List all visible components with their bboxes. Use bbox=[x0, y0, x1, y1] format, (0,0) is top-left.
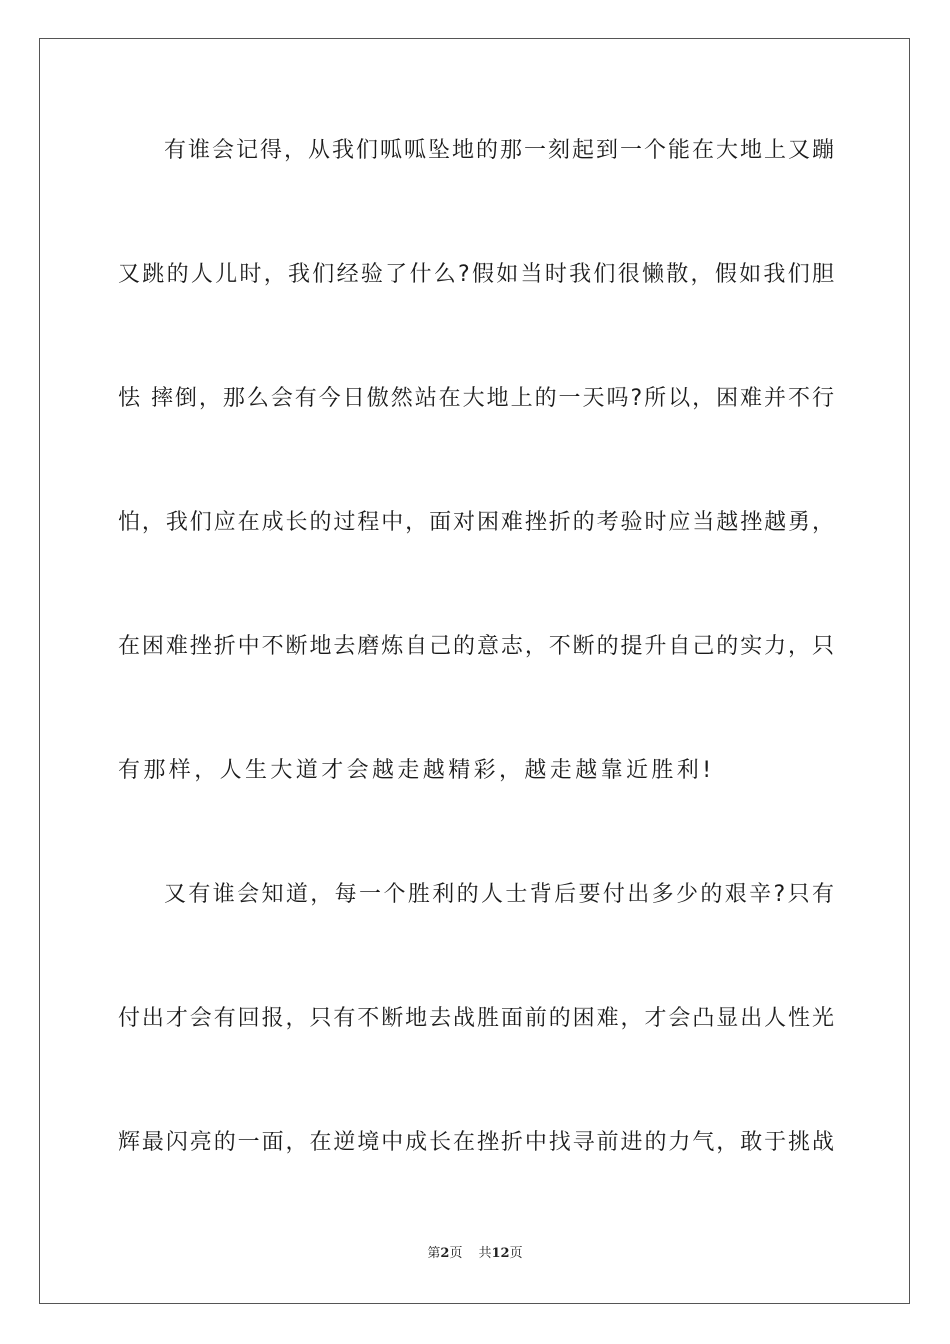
text-line-4: 怕，我们应在成长的过程中，面对困难挫折的考验时应当越挫越勇， bbox=[118, 510, 834, 535]
text-line-1: 有谁会记得，从我们呱呱坠地的那一刻起到一个能在大地上又蹦 bbox=[164, 138, 834, 163]
text-line-5: 在困难挫折中不断地去磨炼自己的意志，不断的提升自己的实力，只 bbox=[118, 634, 834, 659]
text-line-7: 又有谁会知道，每一个胜利的人士背后要付出多少的艰辛?只有 bbox=[164, 882, 834, 907]
page-prefix: 第 bbox=[427, 1246, 441, 1261]
text-line-3: 怯 摔倒，那么会有今日傲然站在大地上的一天吗?所以，困难并不行 bbox=[118, 386, 834, 411]
page-current: 2 bbox=[440, 1246, 450, 1261]
text-line-9: 辉最闪亮的一面，在逆境中成长在挫折中找寻前进的力气，敢于挑战 bbox=[118, 1130, 834, 1155]
page-suffix: 页 bbox=[449, 1246, 463, 1261]
text-line-2: 又跳的人儿时，我们经验了什么?假如当时我们很懒散，假如我们胆 bbox=[118, 262, 834, 287]
page-border bbox=[39, 38, 910, 1304]
page-footer bbox=[0, 1245, 950, 1263]
text-line-8: 付出才会有回报，只有不断地去战胜面前的困难，才会凸显出人性光 bbox=[118, 1006, 834, 1031]
page-total: 12 bbox=[491, 1246, 510, 1261]
total-prefix: 共 bbox=[478, 1246, 492, 1261]
text-line-6: 有那样，人生大道才会越走越精彩，越走越靠近胜利! bbox=[118, 758, 715, 783]
total-suffix: 页 bbox=[509, 1246, 523, 1261]
